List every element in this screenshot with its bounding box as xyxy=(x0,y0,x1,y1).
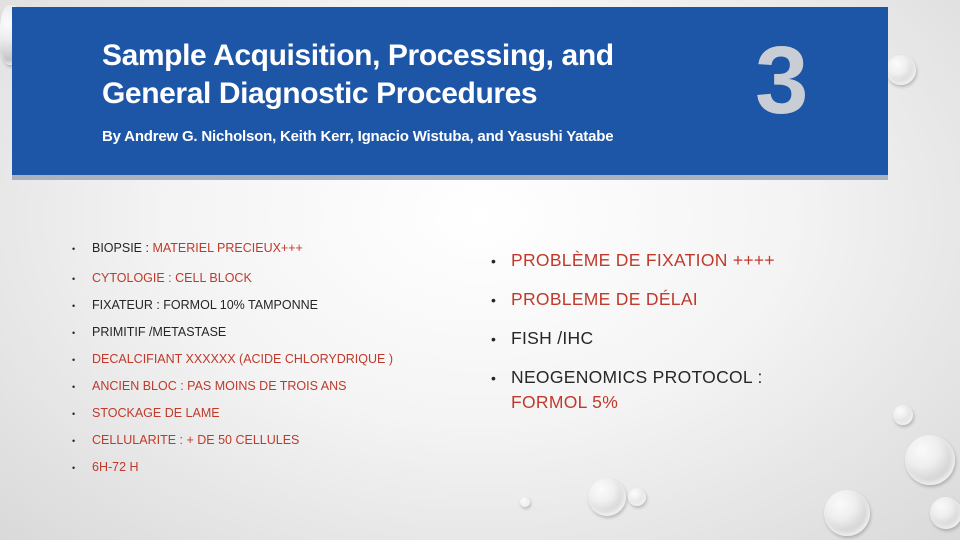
list-item-text: NEOGENOMICS PROTOCOL : xyxy=(511,367,763,387)
list-item-highlight: STOCKAGE DE LAME xyxy=(92,406,220,420)
list-item xyxy=(491,326,593,351)
chapter-title xyxy=(102,37,722,113)
bullet-icon: • xyxy=(72,328,76,338)
list-item-highlight: FORMOL 5% xyxy=(511,392,619,412)
water-drop-decoration xyxy=(893,405,913,425)
chapter-title-line-1: Sample Acquisition, Processing, and xyxy=(102,39,614,72)
list-item-text: FISH /IHC xyxy=(511,328,594,348)
water-drop-decoration xyxy=(905,435,955,485)
list-item-text: PRIMITIF /METASTASE xyxy=(92,325,227,339)
list-item-highlight: DECALCIFIANT XXXXXX (ACIDE CHLORYDRIQUE ) xyxy=(92,352,393,366)
list-item-highlight: 6H-72 H xyxy=(92,460,139,474)
list-item-text: BIOPSIE : xyxy=(92,241,153,255)
list-item xyxy=(58,459,139,476)
bullet-icon: • xyxy=(72,355,76,365)
bullet-icon: • xyxy=(72,301,76,311)
list-item xyxy=(491,365,763,414)
bullet-icon: • xyxy=(491,370,497,386)
list-item xyxy=(491,287,698,312)
list-item-highlight: CELLULARITE : + DE 50 CELLULES xyxy=(92,433,300,447)
bullet-icon: • xyxy=(491,292,497,308)
water-drop-decoration xyxy=(886,55,916,85)
bullet-icon: • xyxy=(72,382,76,392)
water-drop-decoration xyxy=(930,497,960,529)
water-drop-decoration xyxy=(588,478,626,516)
water-drop-decoration xyxy=(628,488,646,506)
list-item-highlight: PROBLÈME DE FIXATION ++++ xyxy=(511,250,775,270)
bullet-icon: • xyxy=(72,244,76,254)
bullet-icon: • xyxy=(491,331,497,347)
list-item-text: FIXATEUR : FORMOL 10% TAMPONNE xyxy=(92,298,318,312)
list-item-highlight: MATERIEL PRECIEUX+++ xyxy=(152,241,303,255)
chapter-title-line-2: General Diagnostic Procedures xyxy=(102,77,538,110)
list-item xyxy=(58,405,220,422)
list-item xyxy=(58,324,226,341)
list-item xyxy=(58,270,252,287)
bullet-icon: • xyxy=(491,253,497,269)
list-item-highlight: CYTOLOGIE : CELL BLOCK xyxy=(92,271,252,285)
chapter-authors: By Andrew G. Nicholson, Keith Kerr, Ignacio Wistuba, and Yasushi Yatabe xyxy=(102,128,614,145)
chapter-number: 3 xyxy=(755,27,809,134)
bullet-icon: • xyxy=(72,436,76,446)
list-item xyxy=(58,378,346,395)
list-item xyxy=(58,432,299,449)
bullet-icon: • xyxy=(72,463,76,473)
list-item-highlight: PROBLEME DE DÉLAI xyxy=(511,289,698,309)
water-drop-decoration xyxy=(520,497,530,507)
water-drop-decoration xyxy=(824,490,870,536)
list-item xyxy=(58,297,318,314)
list-item xyxy=(58,240,303,257)
bullet-icon: • xyxy=(72,274,76,284)
chapter-banner xyxy=(12,7,888,180)
bullet-icon: • xyxy=(72,409,76,419)
list-item-highlight: ANCIEN BLOC : PAS MOINS DE TROIS ANS xyxy=(92,379,347,393)
list-item xyxy=(491,248,775,273)
list-item xyxy=(58,351,393,368)
